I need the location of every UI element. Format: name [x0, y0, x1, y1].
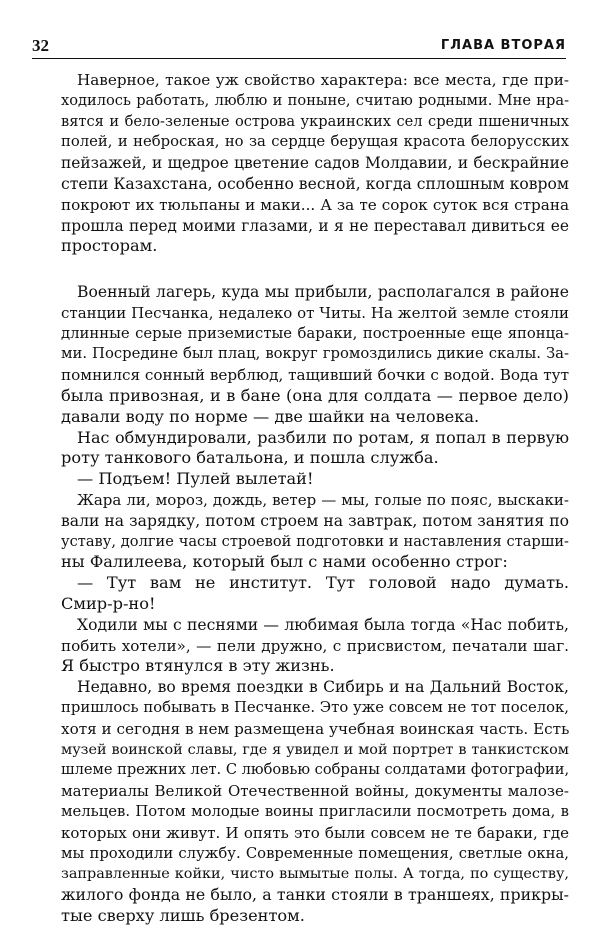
- text-line: Жара ли, мороз, дождь, ветер — мы, голые по пояс, выскаки-: [77, 490, 569, 509]
- text-line: ми. Посредине был плац, вокруг громоздились дикие скалы. За-: [61, 345, 569, 363]
- dialogue-line: Смир-р-но!: [61, 593, 156, 613]
- text-line: шлеме прежних лет. С любовью собраны солдатами фотографии,: [61, 761, 570, 779]
- text-line: просторам.: [61, 236, 158, 256]
- text-line: уставу, долгие часы строевой подготовки и наставления старши-: [61, 532, 569, 550]
- text-line: степи Казахстана, особенно весной, когда сплошным ковром: [61, 174, 570, 193]
- chapter-title: ГЛАВА ВТОРАЯ: [440, 38, 566, 53]
- text-line: давали воду по норме — две шайки на человека.: [61, 406, 480, 426]
- text-line: музей воинской славы, где я увидел и мой портрет в танкистском: [61, 741, 569, 758]
- text-line: Недавно, во время поездки в Сибирь и на Дальний Восток,: [77, 678, 569, 697]
- text-line: жилого фонда не было, а танки стояли в траншеях, прикры-: [61, 885, 569, 905]
- text-line: Я быстро втянулся в эту жизнь.: [61, 656, 335, 676]
- page-number: 32: [32, 36, 49, 55]
- paragraph-section-1: [61, 70, 569, 257]
- text-line: хотя и сегодня в нем размещена учебная воинская часть. Есть: [61, 719, 570, 738]
- text-line: заправленные койки, чисто вымытые полы. А тогда, по существу,: [61, 866, 569, 883]
- text-line: ходилось работать, люблю и поныне, считаю родными. Мне нра-: [61, 91, 569, 109]
- running-header: [32, 36, 566, 59]
- text-line: вятся и бело-зеленые острова украинских сел среди пшеничных: [61, 112, 569, 130]
- text-line: была привозная, и в бане (она для солдата — первое дело): [61, 385, 569, 405]
- text-line: длинные серые приземистые бараки, построенные еще японца-: [61, 324, 569, 342]
- text-line: роту танкового батальона, и пошла служба.: [61, 448, 439, 468]
- text-line: ны Фалилеева, который был с нами особенно строг:: [61, 552, 508, 572]
- text-line: Нас обмундировали, разбили по ротам, я попал в первую: [77, 427, 569, 447]
- text-line: помнился сонный верблюд, тащивший бочки с водой. Вода тут: [61, 366, 569, 385]
- text-line: материалы Великой Отечественной войны, документы малозе-: [61, 782, 569, 801]
- dialogue-line: — Подъем! Пулей вылетай!: [77, 469, 314, 489]
- text-line: покроют их тюльпаны и маки... А за те сорок суток вся страна: [61, 195, 569, 214]
- text-line: мельцев. Потом молодые воины пригласили посмотреть дома, в: [61, 802, 569, 820]
- text-line: тые сверху лишь брезентом.: [61, 905, 305, 925]
- text-line: Военный лагерь, куда мы прибыли, располагался в районе: [77, 283, 569, 301]
- dialogue-line: — Тут вам не институт. Тут головой надо думать.: [77, 573, 569, 593]
- text-line: которых они живут. И опять это были совсем не те бараки, где: [61, 823, 569, 842]
- text-line: побить хотели», — пели дружно, с присвистом, печатали шаг.: [61, 636, 569, 655]
- text-line: пейзажей, и щедрое цветение садов Молдавии, и бескрайние: [61, 154, 569, 173]
- text-line: станции Песчанка, недалеко от Читы. На желтой земле стояли: [61, 303, 569, 322]
- text-line: прошла перед моими глазами, и я не переставал дивиться ее: [61, 216, 569, 235]
- text-line: полей, и неброская, но за сердце берущая красота белорусских: [61, 133, 569, 151]
- text-line: вали на зарядку, потом строем на завтрак, потом занятия по: [61, 511, 569, 530]
- text-line: пришлось побывать в Песчанке. Это уже совсем не тот поселок,: [61, 698, 569, 716]
- paragraph-section-2: [61, 282, 569, 927]
- text-line: мы проходили службу. Современные помещения, светлые окна,: [61, 844, 569, 862]
- text-line: Наверное, такое уж свойство характера: все места, где при-: [77, 71, 569, 89]
- text-line: Ходили мы с песнями — любимая была тогда «Нас побить,: [77, 615, 569, 634]
